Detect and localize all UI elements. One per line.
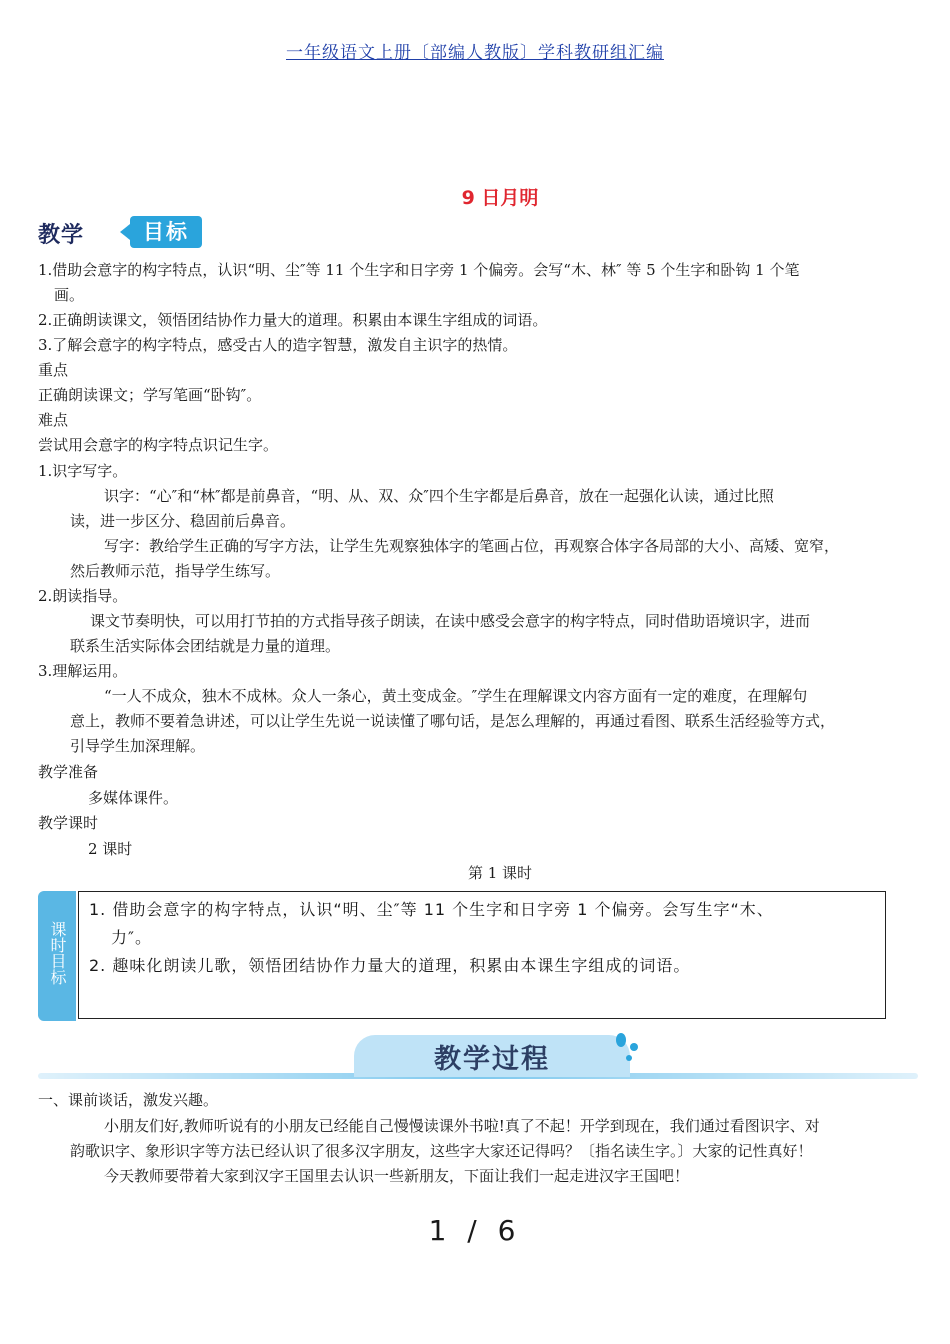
droplet-icon (630, 1043, 638, 1051)
difficulty-text: 尝试用会意字的构字特点识记生字。 (38, 436, 279, 454)
section-line: 然后教师示范，指导学生练写。 (70, 562, 281, 580)
section-line: 识字：“心″和“林″都是前鼻音，“明、从、双、众″四个生字都是后鼻音，放在一起强化认读，通过比照 (104, 487, 774, 505)
goal-line: 画。 (54, 286, 85, 304)
goals-badge-part1: 教学 (38, 223, 85, 248)
section-heading: 1.识字写字。 (38, 462, 128, 480)
lesson-goals-side-label: 课时目标 (48, 921, 67, 985)
key-point-label: 重点 (38, 361, 69, 379)
lesson-goals-side-tab (38, 891, 76, 1021)
process-banner-title: 教学过程 (434, 1044, 550, 1075)
goal-line: 3.了解会意字的构字特点，感受古人的造字智慧，激发自主识字的热情。 (38, 336, 518, 354)
section-line: 联系生活实际体会团结就是力量的道理。 (70, 637, 341, 655)
goals-badge (38, 216, 189, 250)
section-line: 引导学生加深理解。 (70, 737, 206, 755)
section-line: 意上，教师不要着急讲述，可以让学生先说一说读懂了哪句话，是怎么理解的，再通过看图、联系生活经验等方式， (70, 712, 836, 730)
prep-label: 教学准备 (38, 763, 99, 781)
header-link[interactable]: 一年级语文上册〔部编人教版〕学科教研组汇编 (286, 43, 664, 63)
part1-line: 小朋友们好,教师听说有的小朋友已经能自己慢慢读课外书啦!真了不起！开学到现在，我们通过看图识字、对 (104, 1117, 820, 1135)
process-banner (38, 1031, 918, 1087)
part1-heading: 一、课前谈话，激发兴趣。 (38, 1091, 219, 1109)
key-point-text: 正确朗读课文；学写笔画“卧钩″。 (38, 386, 262, 404)
droplet-icon (626, 1055, 632, 1061)
lesson-goal-line: 力″。 (111, 928, 152, 947)
goal-line: 2.正确朗读课文，领悟团结协作力量大的道理。积累由本课生字组成的词语。 (38, 311, 548, 329)
section-line: “一人不成众，独木不成林。众人一条心，黄土变成金。″学生在理解课文内容方面有一定的难度，在理解句 (104, 687, 808, 705)
hours-label: 教学课时 (38, 814, 99, 832)
page-title: 9 日月明 (461, 187, 539, 209)
hours-text: 2 课时 (88, 840, 133, 858)
lesson-heading: 第 1 课时 (467, 864, 533, 882)
lesson-goals-box (78, 891, 886, 1019)
droplet-icon (616, 1033, 626, 1047)
lesson-goal-line: 2. 趣味化朗读儿歌，领悟团结协作力量大的道理，积累由本课生字组成的词语。 (89, 956, 691, 975)
page-number: 1 / 6 (428, 1214, 522, 1247)
part1-line: 今天教师要带着大家到汉字王国里去认识一些新朋友，下面让我们一起走进汉字王国吧！ (104, 1167, 690, 1185)
section-heading: 3.理解运用。 (38, 662, 128, 680)
goal-line: 1.借助会意字的构字特点，认识“明、尘″等 11 个生字和日字旁 1 个偏旁。会写“木、林″ 等 5 个生字和卧钩 1 个笔 (38, 261, 800, 279)
goals-badge-part2: 目标 (130, 216, 202, 248)
section-line: 写字：教给学生正确的写字方法，让学生先观察独体字的笔画占位，再观察合体字各局部的大小、高矮、宽窄， (104, 537, 840, 555)
section-line: 读，进一步区分、稳固前后鼻音。 (70, 512, 296, 530)
prep-text: 多媒体课件。 (88, 789, 179, 807)
section-heading: 2.朗读指导。 (38, 587, 128, 605)
section-line: 课文节奏明快，可以用打节拍的方式指导孩子朗读，在读中感受会意字的构字特点，同时借助语境识字，进而 (90, 612, 811, 630)
difficulty-label: 难点 (38, 411, 69, 429)
part1-line: 韵歌识字、象形识字等方法已经认识了很多汉字朋友，这些字大家还记得吗？〔指名读生字。〕大家的记性真好！ (70, 1142, 813, 1160)
lesson-goal-line: 1. 借助会意字的构字特点，认识“明、尘″等 11 个生字和日字旁 1 个偏旁。会写生字“木、 (89, 900, 774, 919)
